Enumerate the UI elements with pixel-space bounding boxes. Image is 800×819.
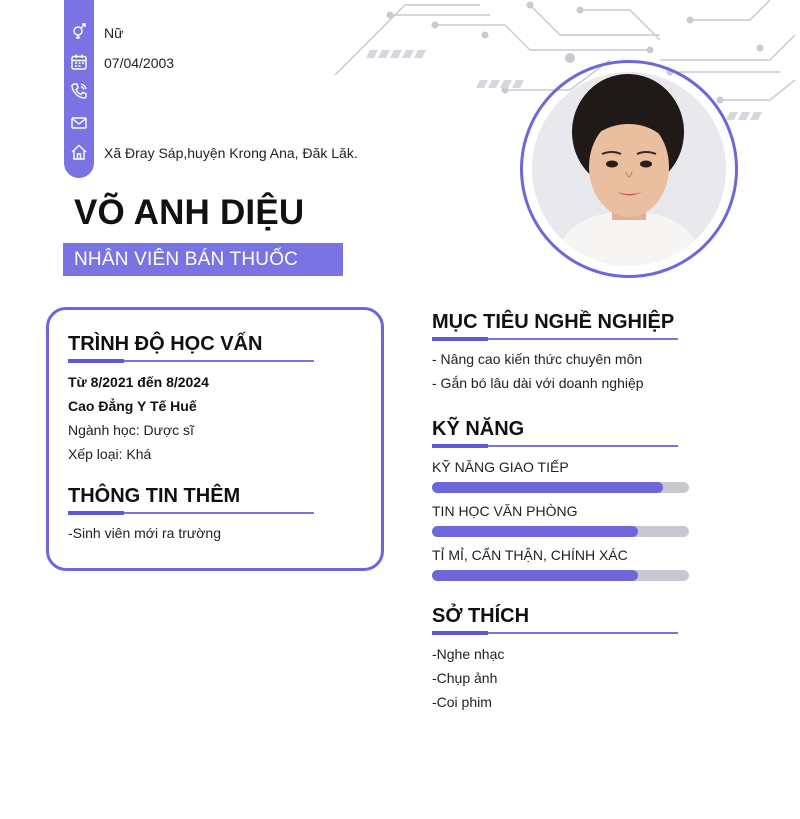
education-period: Từ 8/2021 đến 8/2024 <box>68 374 209 390</box>
extra-item: -Sinh viên mới ra trường <box>68 525 222 541</box>
education-underline <box>68 360 314 362</box>
candidate-name: VÕ ANH DIỆU <box>74 193 305 232</box>
skill-bar-fill <box>432 482 663 493</box>
phone-icon <box>70 82 88 100</box>
email-icon <box>70 114 88 132</box>
objective-underline <box>432 338 678 340</box>
extra-heading: THÔNG TIN THÊM <box>68 485 241 507</box>
skill-bar <box>432 526 689 537</box>
education-school: Cao Đẳng Y Tế Huế <box>68 398 197 414</box>
skill-label: KỸ NĂNG GIAO TIẾP <box>432 459 569 475</box>
education-major: Ngành học: Dược sĩ <box>68 422 194 438</box>
gender-text: Nữ <box>104 25 124 41</box>
gender-icon <box>70 22 88 40</box>
skill-bar <box>432 570 689 581</box>
skill-label: TIN HỌC VĂN PHÒNG <box>432 503 578 519</box>
hobbies-underline <box>432 632 678 634</box>
home-icon <box>70 143 88 161</box>
avatar <box>532 72 726 266</box>
dob-text: 07/04/2003 <box>104 55 175 71</box>
address-text: Xã Đray Sáp,huyện Krong Ana, Đăk Lăk. <box>104 145 358 161</box>
skills-heading: KỸ NĂNG <box>432 418 525 440</box>
calendar-icon <box>70 53 88 71</box>
extra-underline <box>68 512 314 514</box>
hobby-item: -Nghe nhạc <box>432 646 505 662</box>
hobby-item: -Coi phim <box>432 694 492 710</box>
hobby-item: -Chụp ảnh <box>432 670 498 686</box>
objective-item: - Gắn bó lâu dài với doanh nghiệp <box>432 375 644 391</box>
education-heading: TRÌNH ĐỘ HỌC VẤN <box>68 333 263 355</box>
skill-bar-fill <box>432 570 638 581</box>
objective-heading: MỤC TIÊU NGHỀ NGHIỆP <box>432 311 675 333</box>
skill-bar-fill <box>432 526 638 537</box>
skill-label: TỈ MỈ, CẨN THẬN, CHÍNH XÁC <box>432 547 628 563</box>
hobbies-heading: SỞ THÍCH <box>432 605 530 627</box>
job-title: NHÂN VIÊN BÁN THUỐC <box>74 249 299 270</box>
education-grade: Xếp loại: Khá <box>68 446 152 462</box>
skill-bar <box>432 482 689 493</box>
objective-item: - Nâng cao kiến thức chuyên môn <box>432 351 643 367</box>
skills-underline <box>432 445 678 447</box>
